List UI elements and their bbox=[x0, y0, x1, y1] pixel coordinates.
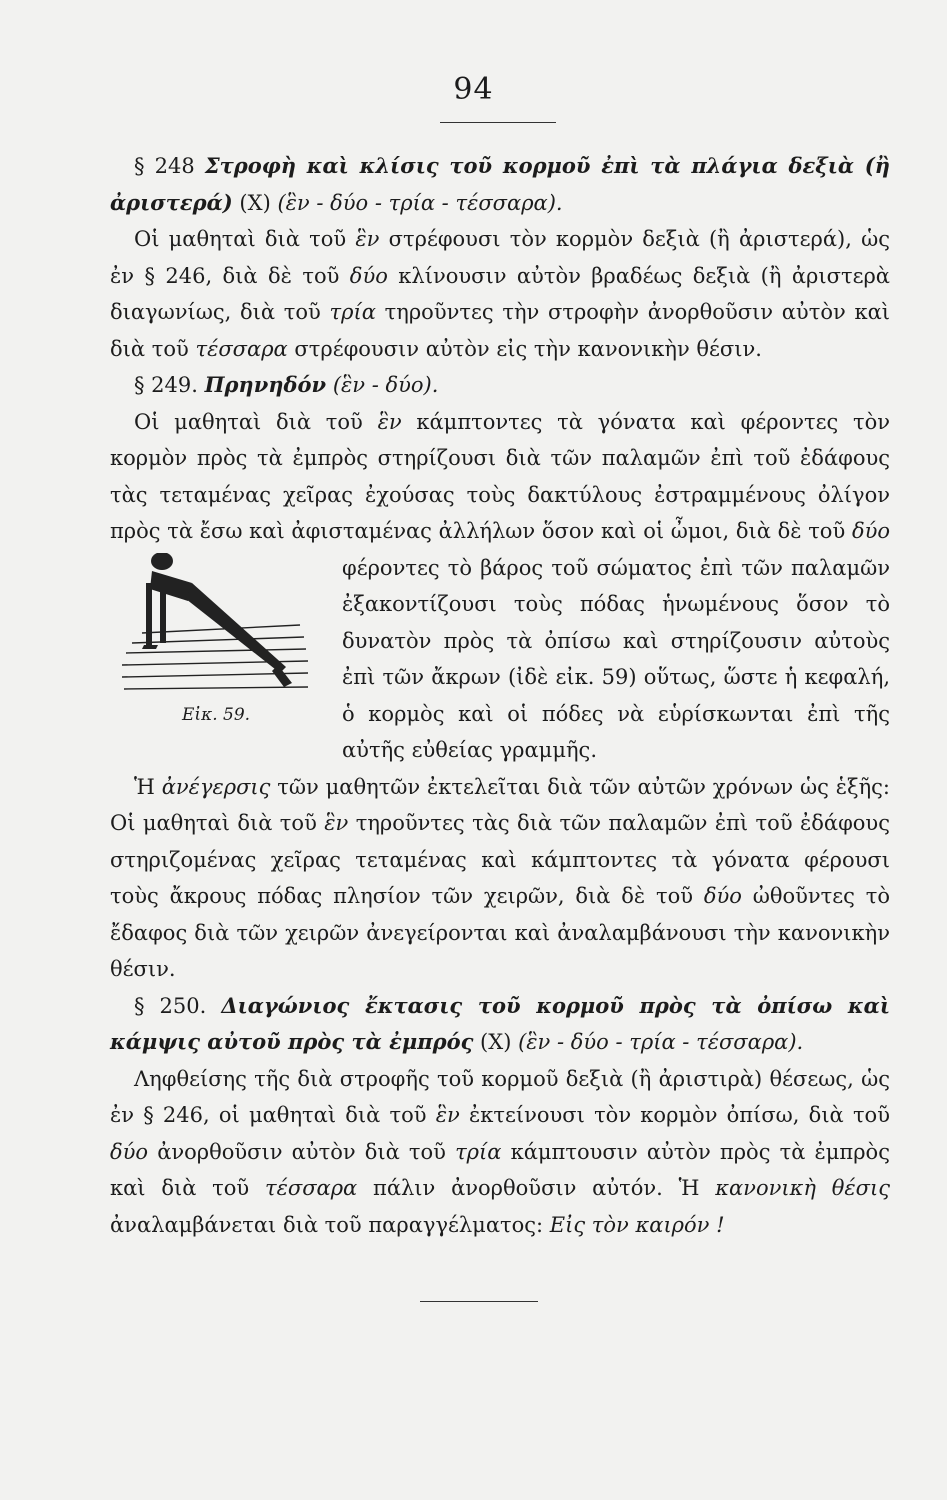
word-tessara: τέσσαρα bbox=[195, 336, 288, 361]
word-tessara: τέσσαρα bbox=[264, 1176, 358, 1200]
word-tria: τρία bbox=[455, 1139, 502, 1164]
section-250-count: (ἓν - δύο - τρία - τέσσαρα). bbox=[518, 1030, 804, 1054]
text-run: στρέφουσι τὸν κορμὸν δεξιὰ (ἢ ἀριστερά), ὡς ἐν § 246, διὰ δὲ τοῦ bbox=[110, 227, 891, 288]
word-kanoniki-thesis: κανονικὴ θέσις bbox=[715, 1176, 890, 1200]
text-run: πάλιν ἀνορθοῦσιν αὐτόν. Ἡ bbox=[373, 1176, 700, 1200]
word-command: Εἰς τὸν καιρόν ! bbox=[549, 1212, 725, 1237]
footer-rule bbox=[420, 1301, 538, 1302]
figure-caption: Εἰκ. 59. bbox=[182, 704, 251, 725]
section-248-title: Στροφὴ καὶ κλίσις τοῦ κορμοῦ ἐπὶ τὰ πλάγια δεξιὰ (ἢ ἀριστερά) bbox=[110, 153, 890, 215]
text-run: ὠθοῦντες τὸ ἔδαφος διὰ τῶν χειρῶν ἀνεγείρονται καὶ ἀναλαμβάνουσι τὴν κανονικὴν θέσιν. bbox=[110, 884, 890, 981]
section-250-title: Διαγώνιος ἔκτασις τοῦ κορμοῦ πρὸς τὰ ὀπίσω καὶ κάμψις αὐτοῦ πρὸς τὰ ἐμπρός bbox=[110, 992, 890, 1054]
rising-paragraph bbox=[110, 769, 890, 988]
section-250-number: § 250. bbox=[134, 993, 207, 1018]
figure-59 bbox=[110, 553, 326, 769]
text-run: Οἱ μαθηταὶ διὰ τοῦ bbox=[134, 227, 347, 251]
word-dyo: δύο bbox=[349, 263, 388, 288]
word-dyo: δύο bbox=[851, 519, 890, 543]
section-250-body bbox=[110, 1061, 890, 1244]
section-249-body bbox=[110, 404, 890, 769]
word-tria: τρία bbox=[329, 300, 376, 324]
word-anegersis: ἀνέγερσις bbox=[161, 774, 271, 799]
section-249-number: § 249. bbox=[134, 373, 198, 397]
section-249 bbox=[110, 367, 890, 404]
body-text bbox=[110, 148, 890, 1243]
page-number: 94 bbox=[453, 72, 494, 107]
text-run: ἀνορθοῦσιν αὐτὸν διὰ τοῦ bbox=[157, 1139, 446, 1164]
text-run: κάμπτοντες τὰ γόνατα καὶ φέροντες τὸν κορμὸν πρὸς τὰ ἐμπρὸς στηρίζουσι διὰ τῶν παλαμῶν ἐπὶ τοῦ ἐδάφους τὰς τεταμένας χεῖρας ἐχούσας τοὺς δακτύλους ἐστραμμένους ὀλίγον πρὸς τὰ ἔσω καὶ ἀφισταμένας ἀλλήλων ὅσον καὶ οἱ ὦμοι, διὰ δὲ τοῦ bbox=[110, 409, 890, 543]
section-250-mark: (Χ) bbox=[480, 1030, 512, 1054]
text-run: τηροῦντες τὴν στροφὴν ἀνορθοῦσιν αὐτὸν καὶ διὰ τοῦ bbox=[110, 300, 890, 361]
text-run: Ἡ bbox=[134, 774, 155, 799]
word-en: ἓν bbox=[435, 1103, 460, 1127]
word-en: ἓν bbox=[355, 227, 380, 251]
section-248-mark: (Χ) bbox=[239, 190, 271, 215]
text-run: τηροῦντες τὰς διὰ τῶν παλαμῶν ἐπὶ τοῦ ἐδάφους στηριζομένας χεῖρας τεταμένας καὶ κάμπτοντες τὰ γόνατα φέρουσι τοὺς ἄκρους πόδας πλησίον τῶν χειρῶν, διὰ δὲ τοῦ bbox=[110, 811, 890, 908]
section-248-number: § 248 bbox=[134, 154, 195, 178]
section-248-body bbox=[110, 221, 890, 367]
text-run: ἐκτείνουσι τὸν κορμὸν ὀπίσω, διὰ τοῦ bbox=[469, 1103, 890, 1127]
word-dyo: δύο bbox=[703, 884, 742, 908]
header-rule bbox=[440, 122, 556, 123]
word-en: ἓν bbox=[377, 409, 402, 434]
text-run: ἀναλαμβάνεται διὰ τοῦ παραγγέλματος: bbox=[110, 1212, 544, 1237]
text-run: φέροντες τὸ βάρος τοῦ σώματος ἐπὶ τῶν παλαμῶν ἐξακοντίζουσι τοὺς πόδας ἡνωμένους ὅσον τὸ δυνατὸν πρὸς τὰ ὀπίσω καὶ στηρίζουσιν αὐτοὺς ἐπὶ τῶν ἄκρων (ἰδὲ εἰκ. 59) οὕτως, ὥστε ἡ κεφαλή, ὁ κορμὸς καὶ οἱ πόδες νὰ εὑρίσκωνται ἐπὶ τῆς αὐτῆς εὐθείας γραμμῆς. bbox=[342, 555, 890, 762]
word-en: ἓν bbox=[324, 811, 349, 835]
text-run: στρέφουσιν αὐτὸν εἰς τὴν κανονικὴν θέσιν. bbox=[294, 336, 762, 361]
text-run: Οἱ μαθηταὶ διὰ τοῦ bbox=[134, 409, 363, 434]
section-249-title: Πρηνηδόν bbox=[204, 372, 327, 397]
text-run: Ληφθείσης τῆς διὰ στροφῆς τοῦ κορμοῦ δεξιὰ (ἢ ἀριστιρὰ) θέσεως, ὡς ἐν § 246, οἱ μαθηταὶ διὰ τοῦ bbox=[110, 1066, 890, 1127]
text-run: τῶν μαθητῶν ἐκτελεῖται διὰ τῶν αὐτῶν χρόνων ὡς ἑξῆς: Οἱ μαθηταὶ διὰ τοῦ bbox=[110, 774, 890, 835]
text-run: κλίνουσιν αὐτὸν βραδέως δεξιὰ (ἢ ἀριστερὰ διαγωνίως, διὰ τοῦ bbox=[110, 263, 890, 324]
word-dyo: δύο bbox=[110, 1139, 149, 1164]
push-up-illustration bbox=[122, 553, 312, 703]
section-248-count: (ἓν - δύο - τρία - τέσσαρα). bbox=[277, 190, 563, 215]
section-248 bbox=[110, 148, 890, 221]
section-250 bbox=[110, 988, 890, 1061]
text-run: κάμπτουσιν αὐτὸν πρὸς τὰ ἐμπρὸς καὶ διὰ τοῦ bbox=[110, 1139, 890, 1200]
section-249-count: (ἓν - δύο). bbox=[332, 373, 439, 397]
